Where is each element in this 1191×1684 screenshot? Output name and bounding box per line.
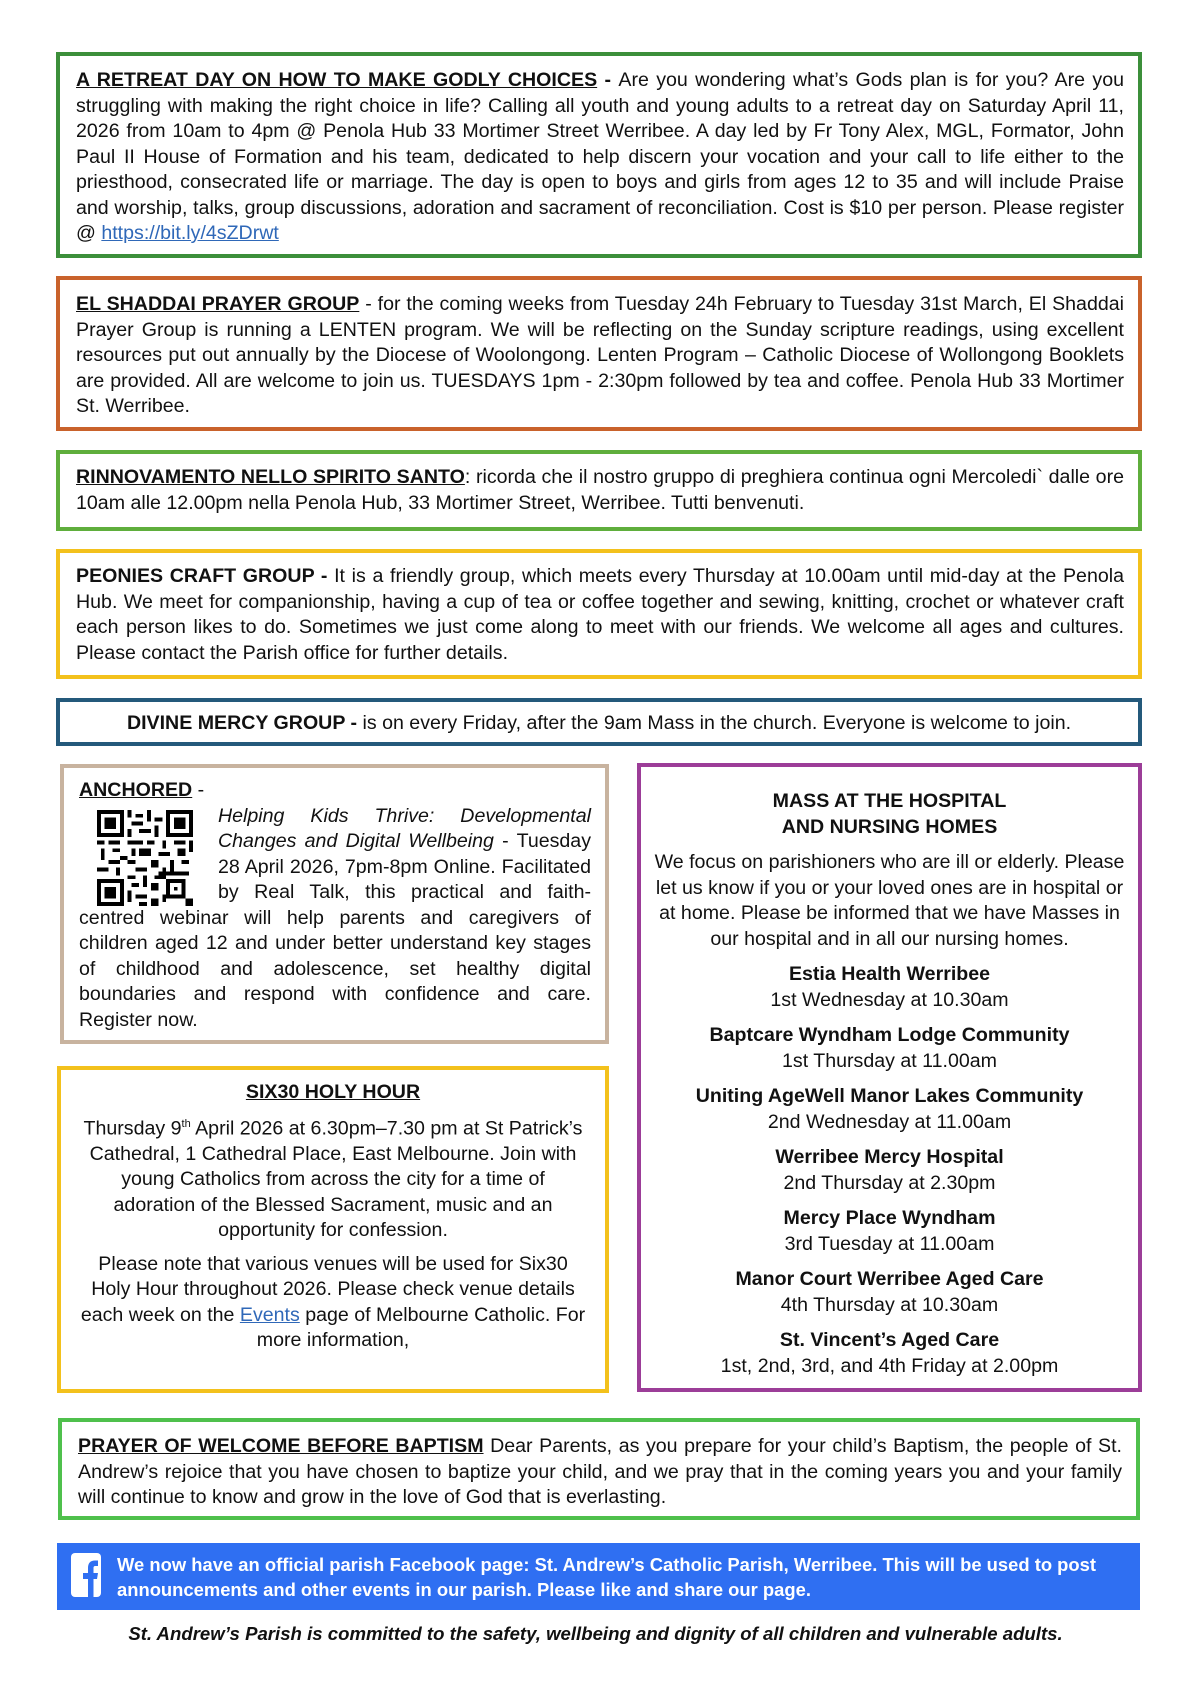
six30-date: Thursday 9	[83, 1117, 182, 1140]
retreat-notice	[56, 52, 1142, 258]
retreat-register-link[interactable]: https://bit.ly/4sZDrwt	[101, 222, 279, 244]
anchored-text	[79, 778, 591, 1033]
safeguarding-statement: St. Andrew’s Parish is committed to the safety, wellbeing and dignity of all children and vulnerable adults.	[128, 1623, 1063, 1644]
anchored-separator: -	[192, 779, 205, 801]
six30-notice	[57, 1066, 609, 1393]
facility-name: Estia Health Werribee	[788, 963, 991, 985]
anchored-notice	[60, 764, 609, 1044]
six30-details-body: April 2026 at 6.30pm–7.30 pm at St Patrick’s Cathedral, 1 Cathedral Place, East Melbourne. Join with young Catholics from across the city for a time of adoration of the Blessed Sacrament, music and an opportunity for confession.	[89, 1117, 583, 1242]
facility-item	[651, 1328, 1128, 1379]
baptism-body: Dear Parents, as you prepare for your child’s Baptism, the people of St. Andrew’s rejoice that you have chosen to baptize your child, and we pray that in the coming years you and your family will continue to know and grow in the love of God that is everlasting.	[78, 1435, 1122, 1508]
facebook-banner[interactable]	[57, 1543, 1140, 1610]
peonies-title: PEONIES CRAFT GROUP -	[76, 565, 328, 587]
divine-mercy-notice	[56, 698, 1142, 746]
baptism-text	[78, 1434, 1122, 1511]
facility-schedule: 2nd Wednesday at 11.00am	[767, 1110, 1012, 1133]
anchored-title: ANCHORED	[79, 779, 193, 801]
six30-title: SIX30 HOLY HOUR	[245, 1081, 421, 1103]
peonies-body: It is a friendly group, which meets every Thursday at 10.00am until mid-day at the Penola Hub. We meet for companionship, having a cup of tea or coffee together and sewing, knitting, crochet or whatever craft each person likes to do. Sometimes we just come along to meet with our friends. We welcome all ages and cultures. Please contact the Parish office for further details.	[76, 565, 1124, 664]
facility-item	[651, 1206, 1128, 1257]
facility-list	[651, 962, 1128, 1379]
retreat-text	[76, 68, 1124, 247]
facebook-text: We now have an official parish Facebook page: St. Andrew’s Catholic Parish, Werribee. This will be used to post announcements and other events in our parish. Please like and share our page.	[117, 1554, 1096, 1600]
hospital-title-line2: AND NURSING HOMES	[781, 815, 998, 838]
baptism-notice	[58, 1418, 1140, 1520]
facility-name: Uniting AgeWell Manor Lakes Community	[695, 1085, 1084, 1107]
facility-schedule: 3rd Tuesday at 11.00am	[784, 1232, 995, 1255]
retreat-body: Are you wondering what’s Gods plan is for you? Are you struggling with making the right choice in life? Calling all youth and young adults to a retreat day on Saturday April 11, 2026 from 10am to 4pm @ Penola Hub 33 Mortimer Street Werribee. A day led by Fr Tony Alex, MGL, Formator, John Paul II House of Formation and his team, dedicated to help discern your vocation and your call to life either to the priesthood, consecrated life or marriage. The day is open to boys and girls from ages 12 to 35 and will include Praise and worship, talks, group discussions, adoration and sacrament of reconciliation. Cost is $10 per person. Please register @	[76, 69, 1124, 244]
hospital-title-line1: MASS AT THE HOSPITAL	[772, 790, 1007, 812]
facility-name: Manor Court Werribee Aged Care	[735, 1268, 1044, 1290]
six30-venue-text: Please note that various venues will be used for Six30 Holy Hour throughout 2026. Please check venue details each week on the	[80, 1252, 575, 1326]
hospital-title	[651, 789, 1128, 840]
divine-mercy-title: DIVINE MERCY GROUP -	[126, 712, 358, 734]
anchored-subtitle: Helping Kids Thrive: Developmental Changes and Digital Wellbeing	[218, 804, 591, 852]
facility-name: Baptcare Wyndham Lodge Community	[709, 1024, 1070, 1046]
facility-schedule: 1st Wednesday at 10.30am	[770, 988, 1009, 1011]
six30-venue-tail: page of Melbourne Catholic. For more information,	[256, 1303, 586, 1352]
rinnovamento-notice	[56, 450, 1142, 531]
facility-name: Werribee Mercy Hospital	[775, 1146, 1004, 1168]
six30-details	[79, 1112, 587, 1244]
six30-venue-note	[79, 1252, 587, 1354]
facility-item	[651, 1267, 1128, 1318]
anchored-body: - Tuesday 28 April 2026, 7pm-8pm Online. Facilitated by Real Talk, this practical and faith-centred webinar will help parents and caregivers of children aged 12 and under better understand key stages of childhood and adolescence, set healthy digital boundaries and respond with confidence and care. Register now.	[79, 830, 592, 1031]
retreat-separator: -	[597, 69, 619, 91]
hospital-intro: We focus on parishioners who are ill or elderly. Please let us know if you or your loved ones are in hospital or at home. Please be informed that we have Masses in our hospital and in all our nursing homes.	[654, 851, 1125, 950]
peonies-notice	[56, 549, 1142, 679]
six30-date-suffix: th	[181, 1117, 191, 1130]
qr-code-icon[interactable]	[97, 810, 193, 906]
divine-mercy-body: is on every Friday, after the 9am Mass in the church. Everyone is welcome to join.	[357, 712, 1072, 734]
hospital-mass-notice	[637, 763, 1142, 1392]
retreat-title: A RETREAT DAY ON HOW TO MAKE GODLY CHOICES	[76, 69, 598, 91]
el-shaddai-notice	[56, 276, 1142, 431]
facebook-icon[interactable]	[71, 1553, 101, 1597]
baptism-title: PRAYER OF WELCOME BEFORE BAPTISM	[78, 1435, 484, 1457]
facility-item	[651, 962, 1128, 1013]
facility-name: Mercy Place Wyndham	[783, 1207, 996, 1229]
facility-schedule: 2nd Thursday at 2.30pm	[783, 1171, 996, 1194]
facility-name: St. Vincent’s Aged Care	[779, 1329, 1000, 1351]
el-shaddai-title: EL SHADDAI PRAYER GROUP	[76, 293, 360, 315]
rinnovamento-text	[76, 465, 1124, 516]
facility-schedule: 1st Thursday at 11.00am	[782, 1049, 997, 1072]
rinnovamento-body: : ricorda che il nostro gruppo di preghiera continua ogni Mercoledi` dalle ore 10am alle 12.00pm nella Penola Hub, 33 Mortimer Street, Werribee. Tutti benvenuti.	[76, 466, 1125, 514]
facility-schedule: 1st, 2nd, 3rd, and 4th Friday at 2.00pm	[720, 1354, 1059, 1377]
facility-item	[651, 1023, 1128, 1074]
facility-item	[651, 1084, 1128, 1135]
facility-item	[651, 1145, 1128, 1196]
facility-schedule: 4th Thursday at 10.30am	[780, 1293, 999, 1316]
rinnovamento-title: RINNOVAMENTO NELLO SPIRITO SANTO	[76, 466, 465, 488]
events-link[interactable]: Events	[239, 1303, 300, 1326]
el-shaddai-body: - for the coming weeks from Tuesday 24h February to Tuesday 31st March, El Shaddai Prayer Group is running a LENTEN program. We will be reflecting on the Sunday scripture readings, using excellent resources put out annually by the Diocese of Woolongong. Lenten Program – Catholic Diocese of Wollongong Booklets are provided. All are welcome to join us. TUESDAYS 1pm - 2:30pm followed by tea and coffee. Penola Hub 33 Mortimer St. Werribee.	[76, 293, 1124, 417]
divine-mercy-text	[70, 711, 1128, 737]
peonies-text	[76, 564, 1124, 666]
el-shaddai-text	[76, 292, 1124, 420]
